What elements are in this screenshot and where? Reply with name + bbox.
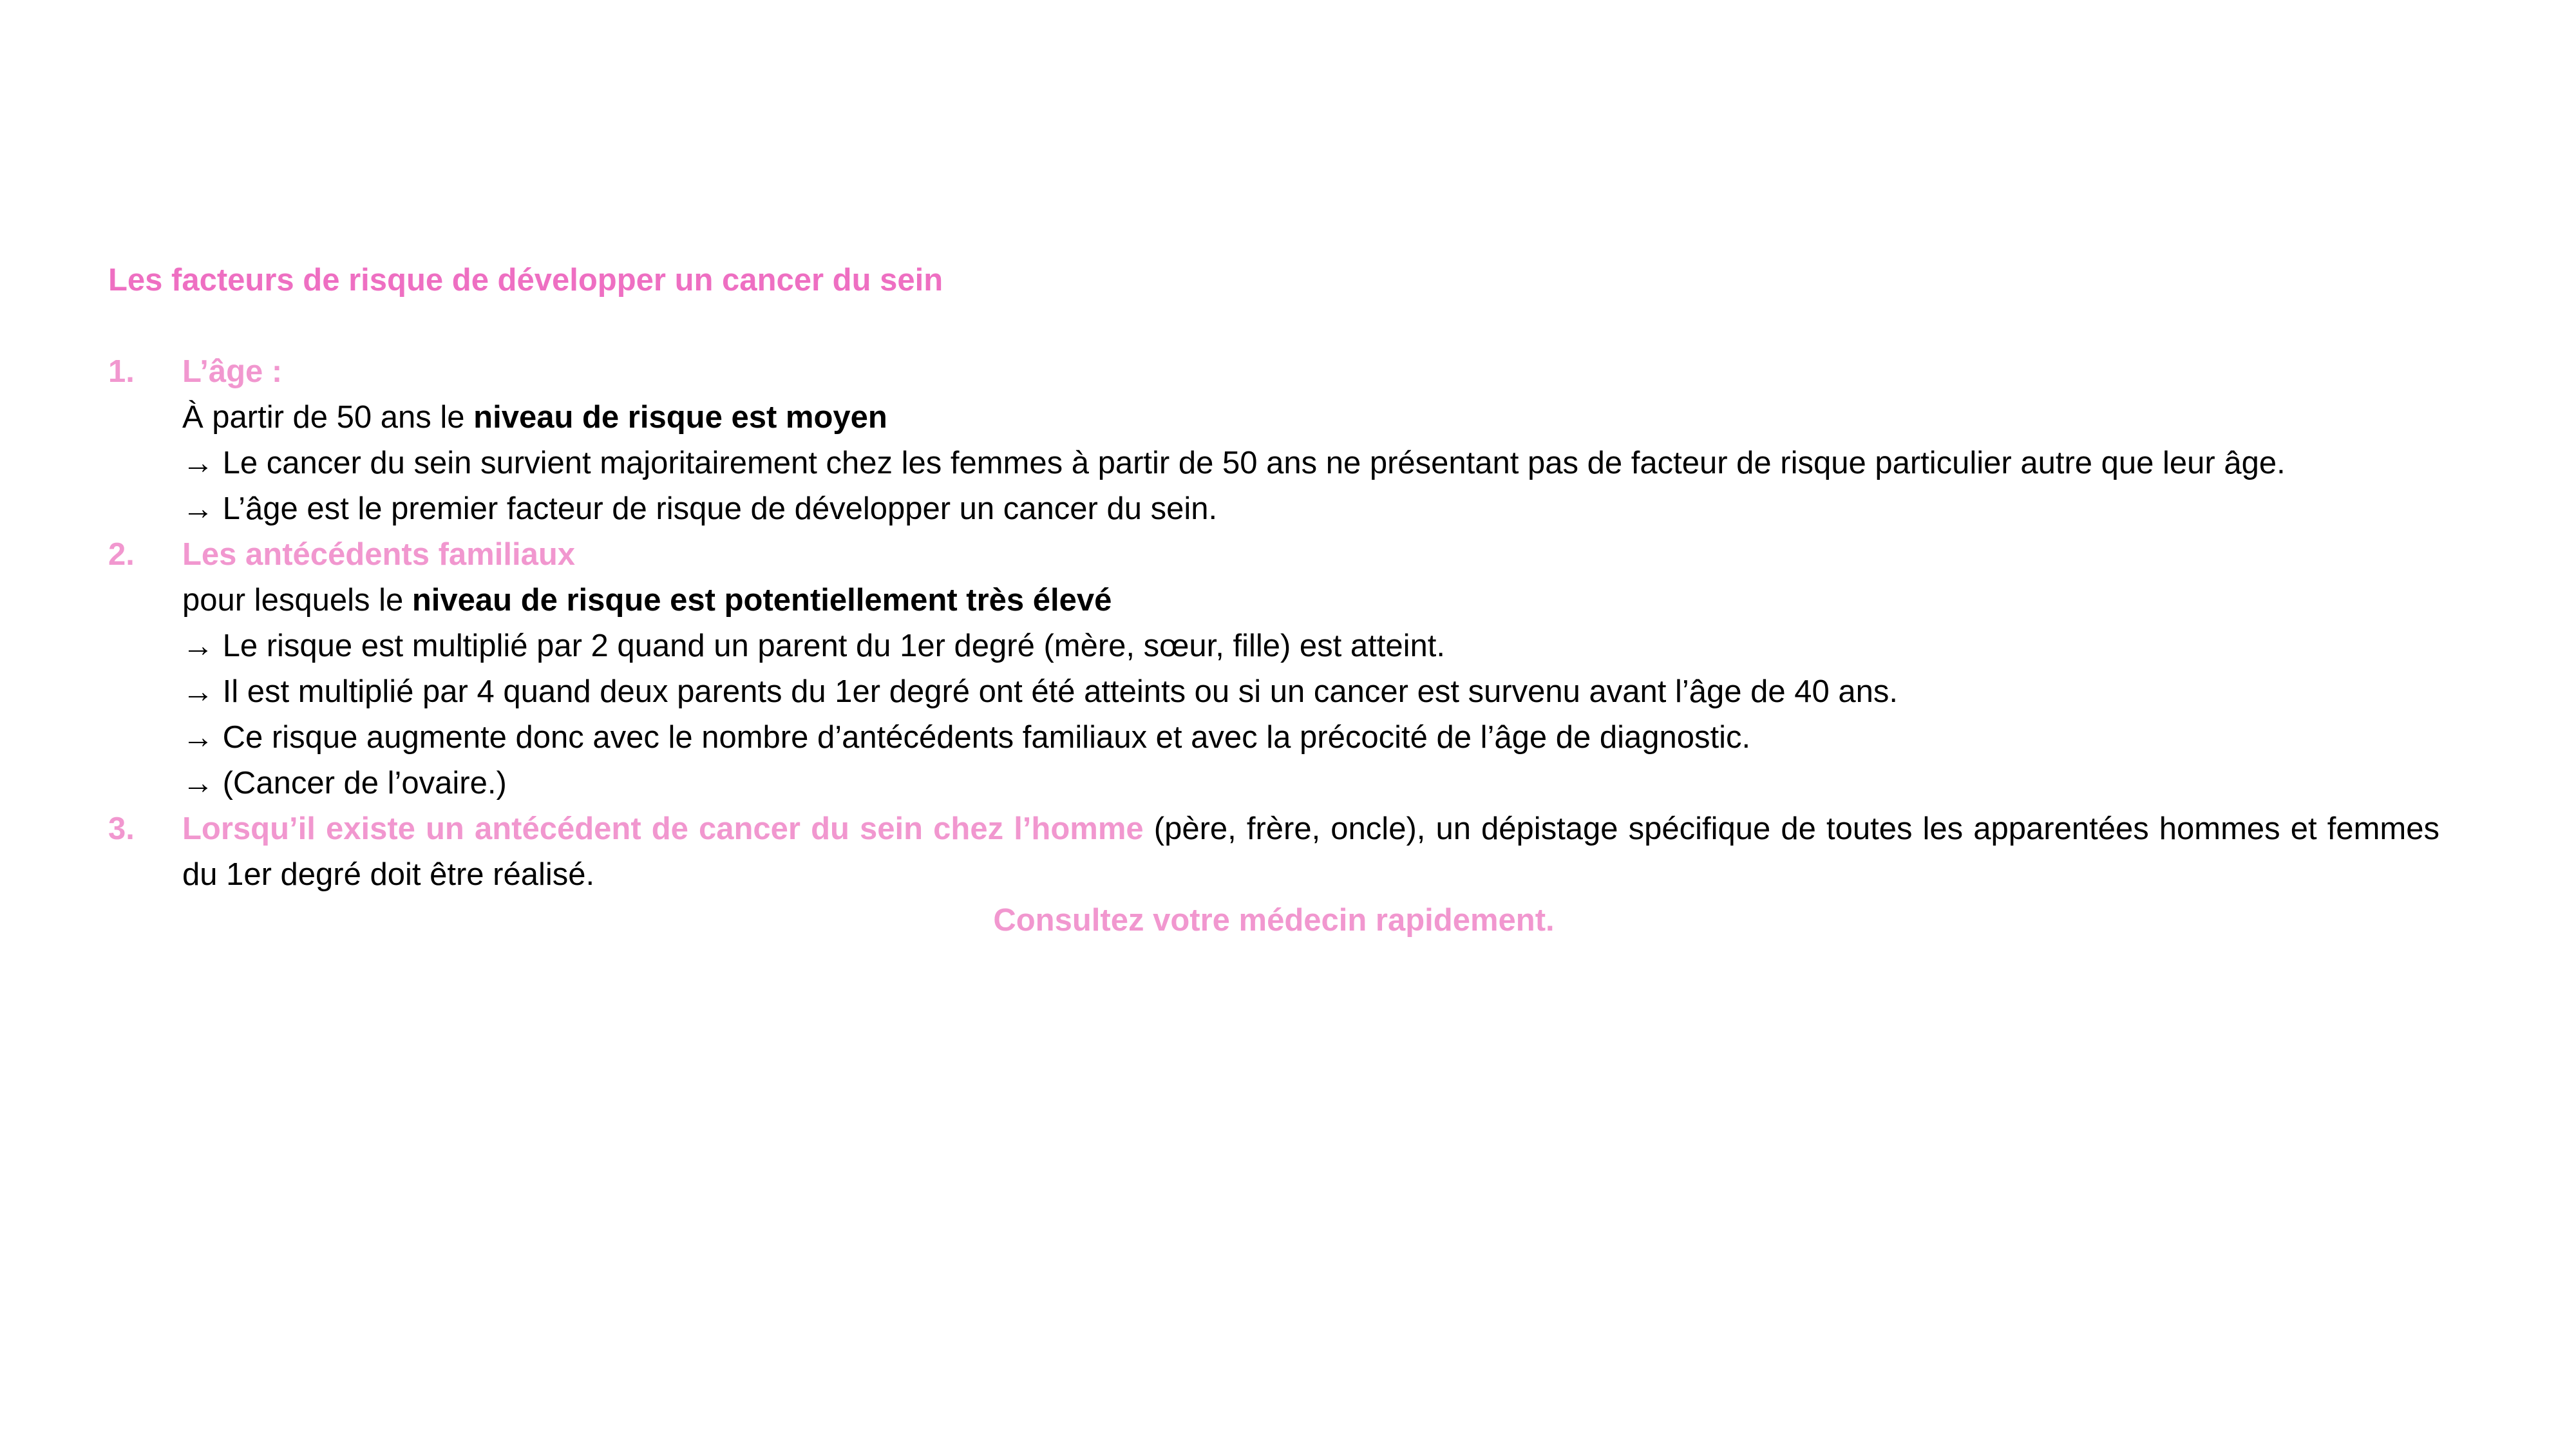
bullet-line: → L’âge est le premier facteur de risque de développer un cancer du sein.: [182, 491, 1218, 526]
item-text: (père, frère, oncle), un dépistage spécifique de toutes les apparentées hommes et femmes du 1er degré doit être réalisé.: [182, 811, 2439, 892]
intro-emphasis: niveau de risque est moyen: [473, 400, 887, 435]
item-heading: L’âge :: [182, 354, 283, 389]
bullet-line: → Le risque est multiplié par 2 quand un parent du 1er degré (mère, sœur, fille) est atteint.: [182, 629, 1446, 663]
intro-text: pour lesquels le: [182, 583, 412, 618]
item-intro: [182, 395, 2439, 440]
bullet-line: → Ce risque augmente donc avec le nombre d’antécédents familiaux et avec la précocité de l’âge de diagnostic.: [182, 720, 1751, 755]
list-number: 3.: [108, 811, 135, 846]
bullet-line: → (Cancer de l’ovaire.): [182, 766, 507, 800]
bullet-line: → Il est multiplié par 4 quand deux parents du 1er degré ont été atteints ou si un cancer est survenu avant l’âge de 40 ans.: [182, 674, 1898, 709]
list-number: 2.: [108, 537, 135, 572]
item-heading: Lorsqu’il existe un antécédent de cancer du sein chez l’homme: [182, 811, 1144, 846]
slide-title: Les facteurs de risque de développer un cancer du sein: [108, 263, 943, 298]
item-intro: [182, 578, 2439, 623]
list-number: 1.: [108, 354, 135, 389]
list-item-family-history: [108, 532, 2439, 806]
item-heading: Les antécédents familiaux: [182, 537, 576, 572]
intro-text: À partir de 50 ans le: [182, 400, 474, 435]
slide-content: [108, 258, 2439, 943]
intro-emphasis: niveau de risque est potentiellement très élevé: [412, 583, 1112, 618]
list-item-age: [108, 349, 2439, 532]
list-item-male-history: [108, 806, 2439, 898]
bullet-line: → Le cancer du sein survient majoritairement chez les femmes à partir de 50 ans ne présentant pas de facteur de risque particulier autre que leur âge.: [182, 446, 2286, 480]
call-to-action: Consultez votre médecin rapidement.: [993, 903, 1555, 938]
